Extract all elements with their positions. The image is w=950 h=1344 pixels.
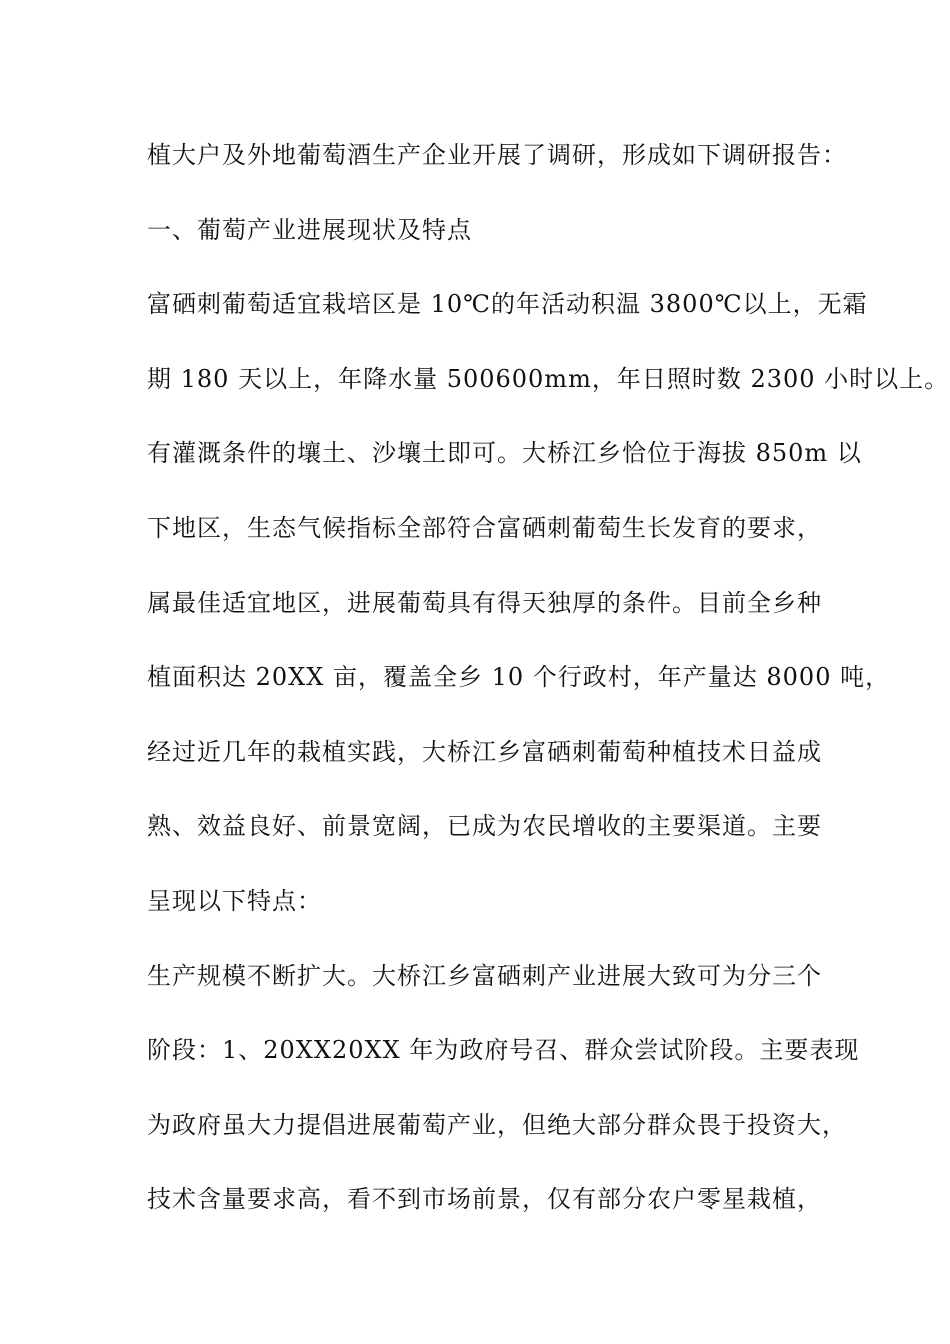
- text-line: 技术含量要求高，看不到市场前景，仅有部分农户零星栽植，: [147, 1185, 822, 1214]
- text-line: 植大户及外地葡萄酒生产企业开展了调研，形成如下调研报告：: [147, 141, 847, 169]
- text-line: 经过近几年的栽植实践，大桥江乡富硒刺葡萄种植技术日益成: [147, 737, 822, 766]
- section-heading: 一、葡萄产业进展现状及特点: [147, 215, 472, 244]
- text-line: 下地区，生态气候指标全部符合富硒刺葡萄生长发育的要求，: [147, 513, 822, 542]
- text-line: 属最佳适宜地区，进展葡萄具有得天独厚的条件。目前全乡种: [147, 588, 822, 617]
- text-line: 为政府虽大力提倡进展葡萄产业，但绝大部分群众畏于投资大，: [147, 1110, 847, 1139]
- text-line: 呈现以下特点：: [147, 886, 322, 915]
- text-line: 有灌溉条件的壤土、沙壤土即可。大桥江乡恰位于海拔 850m 以: [147, 439, 862, 468]
- text-line: 阶段：1、20XX20XX 年为政府号召、群众尝试阶段。主要表现: [147, 1036, 860, 1065]
- text-line: 生产规模不断扩大。大桥江乡富硒刺产业进展大致可为分三个: [147, 961, 822, 990]
- text-line: 植面积达 20XX 亩，覆盖全乡 10 个行政村，年产量达 8000 吨，: [147, 663, 891, 692]
- text-line: 熟、效益良好、前景宽阔，已成为农民增收的主要渠道。主要: [147, 812, 822, 841]
- text-line: 富硒刺葡萄适宜栽培区是 10℃的年活动积温 3800℃以上，无霜: [147, 290, 868, 319]
- text-line: 期 180 天以上，年降水量 500600mm，年日照时数 2300 小时以上。: [147, 364, 950, 393]
- body-text: [147, 130, 950, 1249]
